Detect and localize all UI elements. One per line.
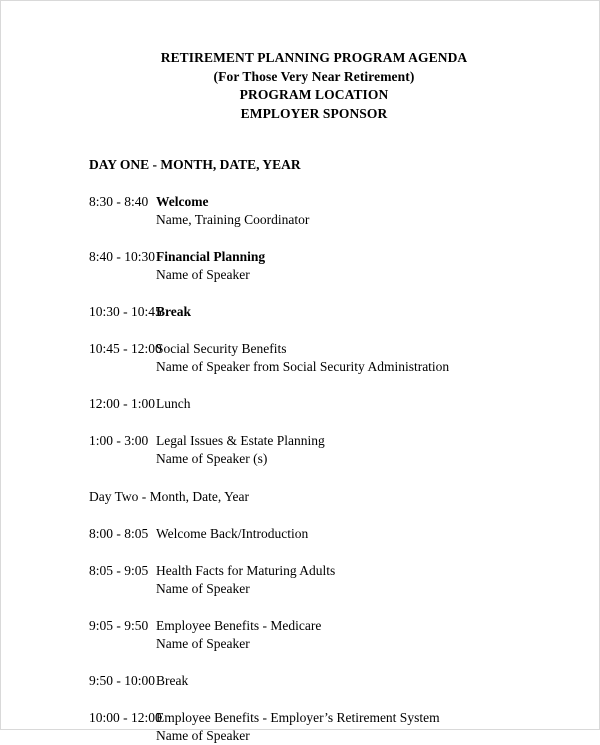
- agenda-row: [1, 672, 599, 690]
- day-one-heading: DAY ONE - MONTH, DATE, YEAR: [89, 157, 301, 172]
- agenda-row: [1, 709, 599, 745]
- agenda-row-body: [156, 340, 599, 376]
- day-one-section: [1, 123, 599, 468]
- agenda-row-body: [156, 525, 599, 543]
- day-two-heading: Day Two - Month, Date, Year: [89, 489, 250, 504]
- day-two-agenda-list: [1, 525, 599, 745]
- agenda-row-title: Welcome Back/Introduction: [156, 526, 309, 541]
- agenda-row-speaker: Name of Speaker: [156, 636, 250, 651]
- agenda-row-title: Employee Benefits - Employer’s Retirement System: [156, 710, 440, 725]
- agenda-row-body: [156, 617, 599, 653]
- agenda-row-title: Break: [156, 304, 192, 319]
- agenda-row-speaker: Name of Speaker: [156, 581, 250, 596]
- agenda-row-time: 8:05 - 9:05: [89, 563, 149, 578]
- agenda-row-time: 8:00 - 8:05: [89, 526, 149, 541]
- agenda-row-title: Legal Issues & Estate Planning: [156, 433, 325, 448]
- agenda-row-time: 10:00 - 12:00: [89, 710, 162, 725]
- day-one-agenda-list: [1, 193, 599, 468]
- agenda-row-time: 8:40 - 10:30: [89, 249, 155, 264]
- agenda-row-body: [156, 303, 599, 321]
- agenda-row-title: Employee Benefits - Medicare: [156, 618, 322, 633]
- agenda-row-body: [156, 672, 599, 690]
- agenda-row-speaker: Name of Speaker: [156, 267, 250, 282]
- agenda-row-body: [156, 432, 599, 468]
- title-block: [1, 1, 599, 123]
- agenda-row: [1, 193, 599, 229]
- agenda-row-time: 12:00 - 1:00: [89, 396, 155, 411]
- agenda-row-title: Break: [156, 673, 189, 688]
- agenda-row-speaker: Name of Speaker from Social Security Administration: [156, 359, 450, 374]
- agenda-row: [1, 340, 599, 376]
- agenda-row-body: [156, 395, 599, 413]
- agenda-row-title: Welcome: [156, 194, 209, 209]
- agenda-row: [1, 395, 599, 413]
- agenda-row-title: Social Security Benefits: [156, 341, 287, 356]
- agenda-row-speaker: Name of Speaker: [156, 728, 250, 743]
- agenda-row-time: 1:00 - 3:00: [89, 433, 149, 448]
- agenda-row: [1, 562, 599, 598]
- agenda-row-body: [156, 562, 599, 598]
- agenda-row: [1, 432, 599, 468]
- agenda-row-time: 10:45 - 12:00: [89, 341, 162, 356]
- agenda-row-title: Financial Planning: [156, 249, 266, 264]
- agenda-row-speaker: Name of Speaker (s): [156, 451, 268, 466]
- agenda-row: [1, 525, 599, 543]
- agenda-row-time: 9:05 - 9:50: [89, 618, 149, 633]
- agenda-row: [1, 617, 599, 653]
- document-subtitle: (For Those Very Near Retirement): [213, 68, 415, 84]
- day-two-section: [1, 468, 599, 745]
- agenda-row-time: 8:30 - 8:40: [89, 194, 149, 209]
- agenda-row-body: [156, 193, 599, 229]
- program-location: PROGRAM LOCATION: [239, 87, 389, 102]
- agenda-row-body: [156, 709, 599, 745]
- employer-sponsor: EMPLOYER SPONSOR: [240, 105, 388, 121]
- agenda-row: [1, 303, 599, 321]
- agenda-row-speaker: Name, Training Coordinator: [156, 212, 310, 227]
- agenda-row: [1, 248, 599, 284]
- agenda-row-title: Health Facts for Maturing Adults: [156, 563, 336, 578]
- agenda-row-body: [156, 248, 599, 284]
- agenda-row-title: Lunch: [156, 396, 191, 411]
- agenda-row-time: 10:30 - 10:45: [89, 304, 162, 319]
- agenda-row-time: 9:50 - 10:00: [89, 673, 155, 688]
- document-title: RETIREMENT PLANNING PROGRAM AGENDA: [160, 50, 468, 65]
